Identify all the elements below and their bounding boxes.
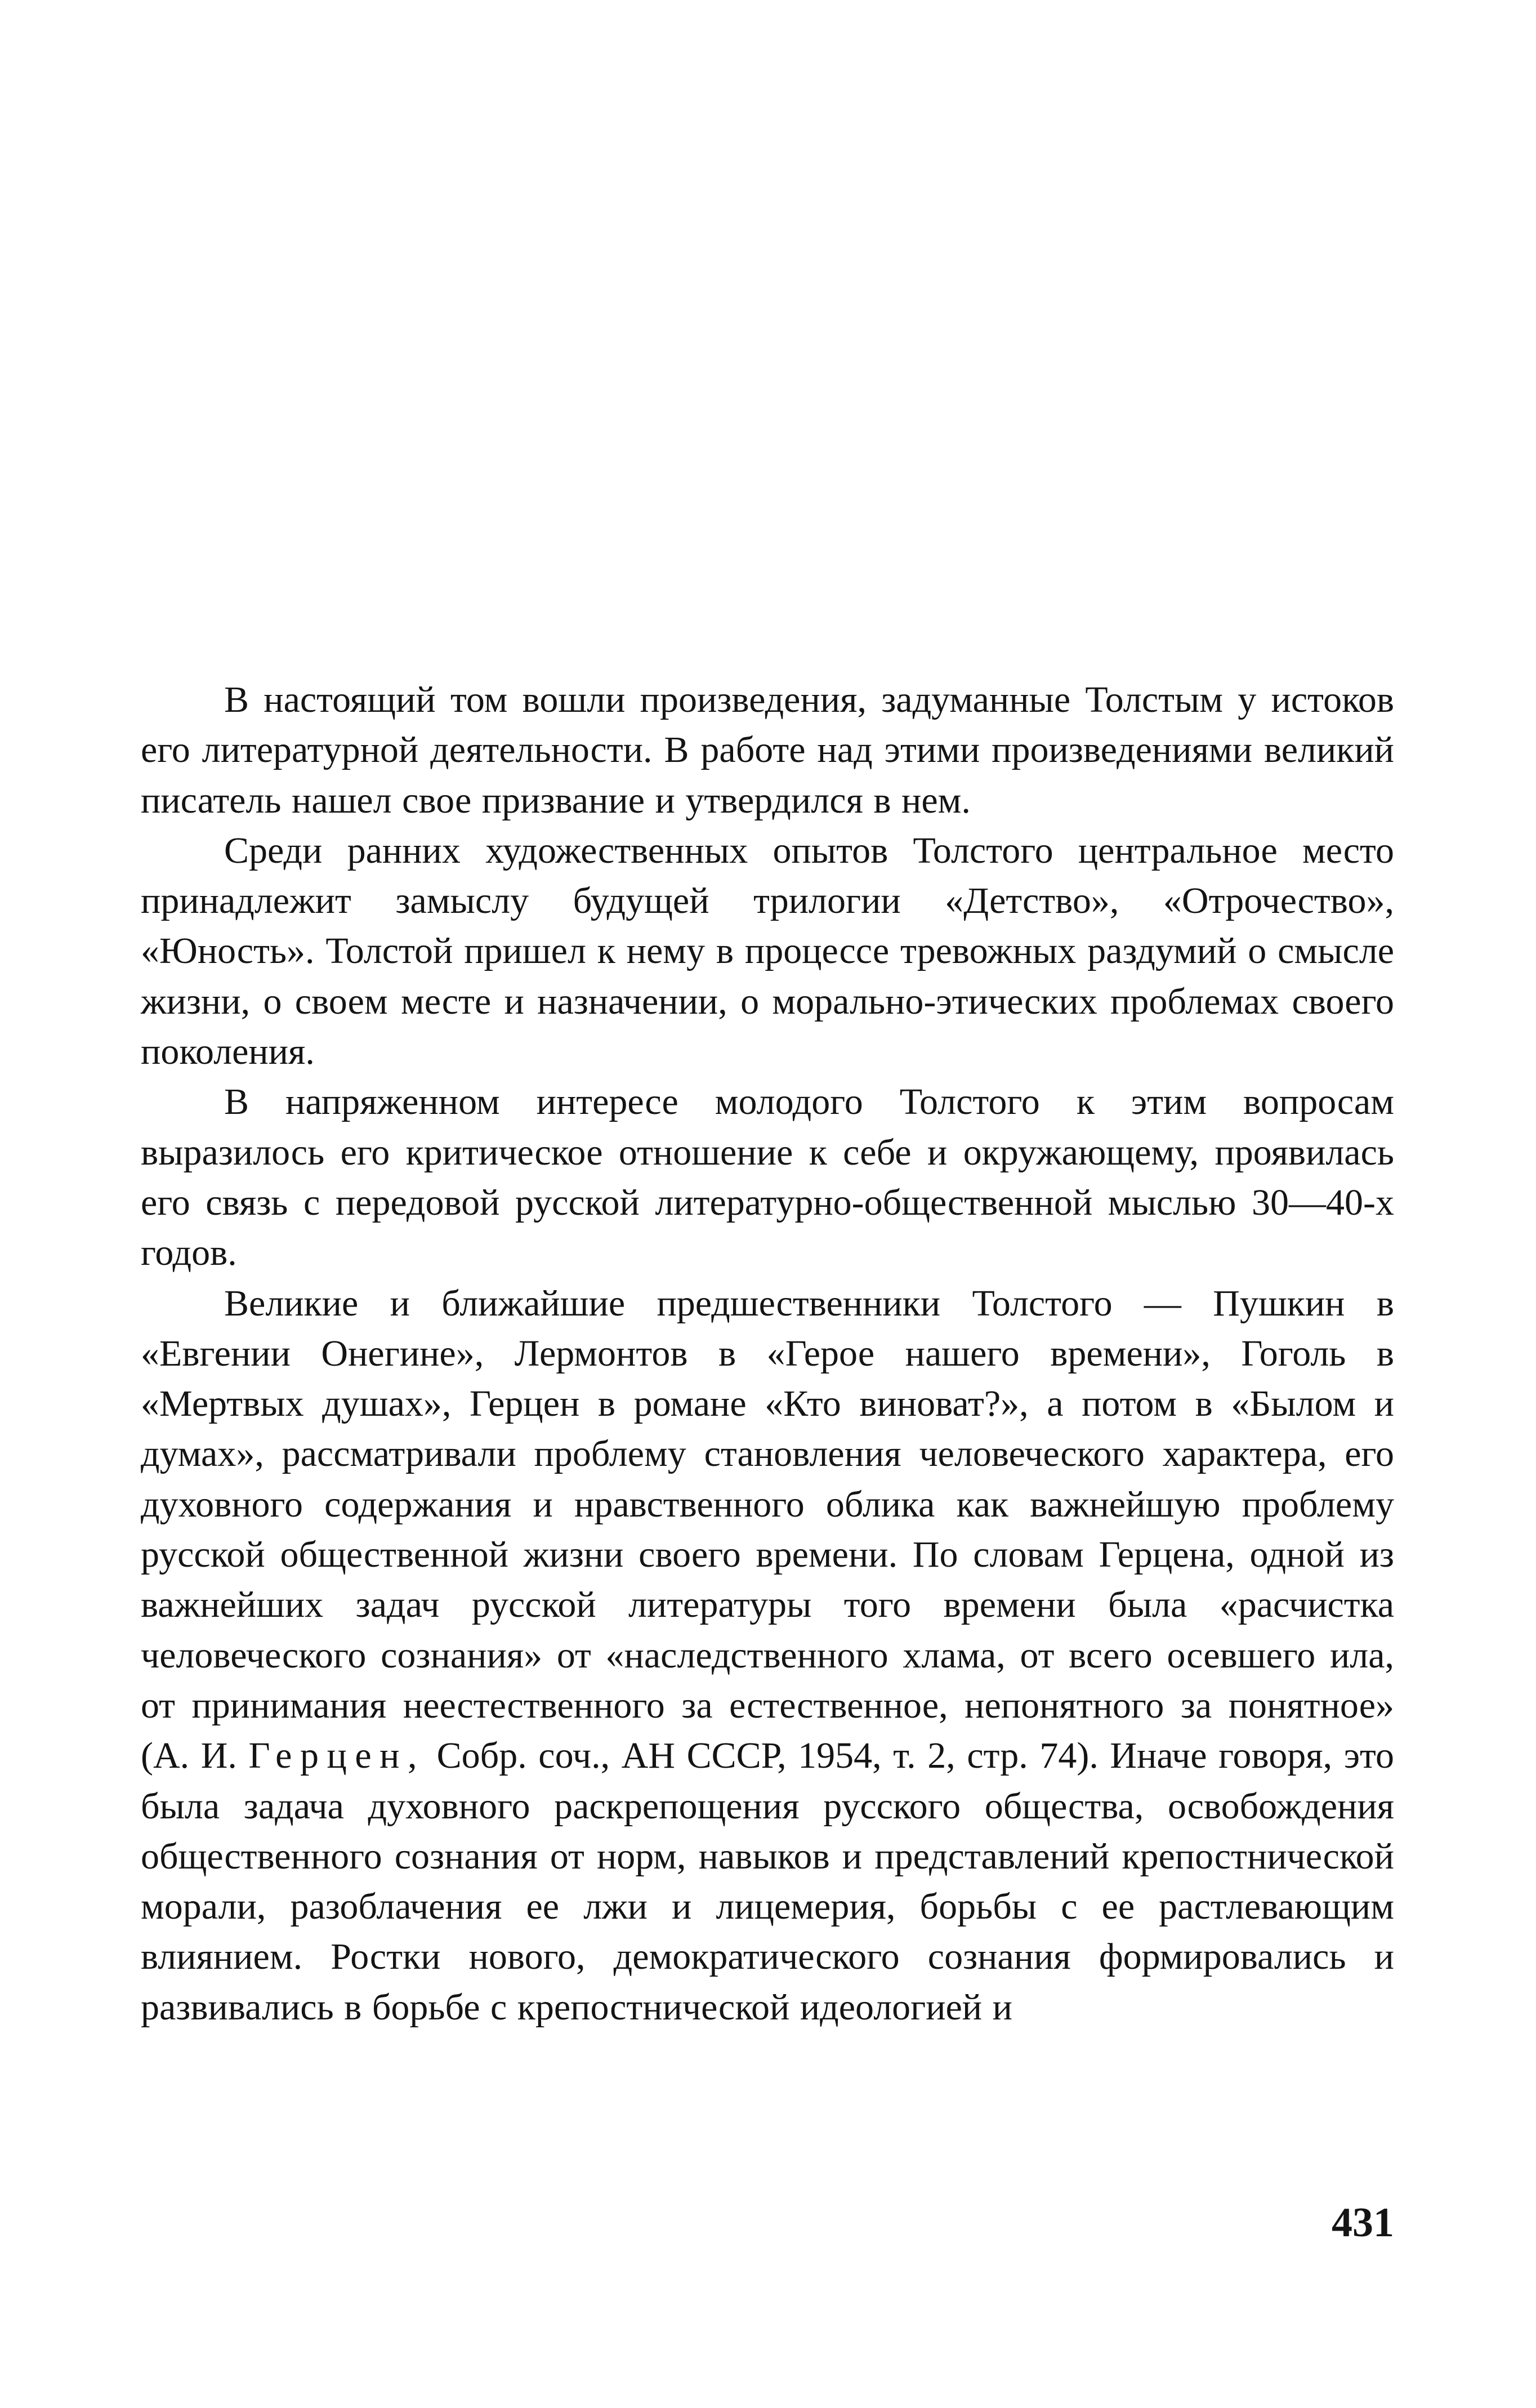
body-text	[141, 675, 1394, 2032]
paragraph-1: В настоящий том вошли произведения, задуманные Толстым у истоков его литературной деятельности. В работе над этими произведениями великий писатель нашел свое призвание и утвердился в нем.	[141, 679, 1394, 821]
paragraph-4-text-end: Собр. соч., АН СССР, 1954, т. 2, стр. 74). Иначе говоря, это была задача духовного раскрепощения русского общества, освобождения общественного сознания от норм, навыков и представлений крепостнической морали, разоблачения ее лжи и лицемерия, борьбы с ее растлевающим влиянием. Ростки нового, демократического сознания формировались и развивались в борьбе с крепостнической идеологией и	[141, 1735, 1395, 2028]
paragraph-2: Среди ранних художественных опытов Толстого центральное место принадлежит замыслу будущей трилогии «Детство», «Отрочество», «Юность». Толстой пришел к нему в процессе тревожных раздумий о смысле жизни, о своем месте и назначении, о морально-этических проблемах своего поколения.	[141, 830, 1394, 1073]
page-number: 431	[1332, 2200, 1394, 2246]
cited-author-name: Герцен,	[248, 1735, 425, 1777]
paragraph-3: В напряженном интересе молодого Толстого к этим вопросам выразилось его критическое отношение к себе и окружающему, проявилась его связь с передовой русской литературно-общественной мыслью 30—40-х годов.	[141, 1081, 1394, 1274]
paragraph-4-text-start: Великие и ближайшие предшественники Толстого — Пушкин в «Евгении Онегине», Лермонтов в «Герое нашего времени», Гоголь в «Мертвых душах», Герцен в романе «Кто виноват?», а потом в «Былом и думах», рассматривали проблему становления человеческого характера, его духовного содержания и нравственного облика как важнейшую проблему русской общественной жизни своего времени. По словам Герцена, одной из важнейших задач русской литературы того времени была «расчистка человеческого сознания» от «наследственного хлама, от всего осевшего ила, от принимания неестественного за естественное, непонятного за понятное» (А. И.	[141, 1282, 1394, 1777]
paragraph-4	[141, 1278, 1394, 2032]
